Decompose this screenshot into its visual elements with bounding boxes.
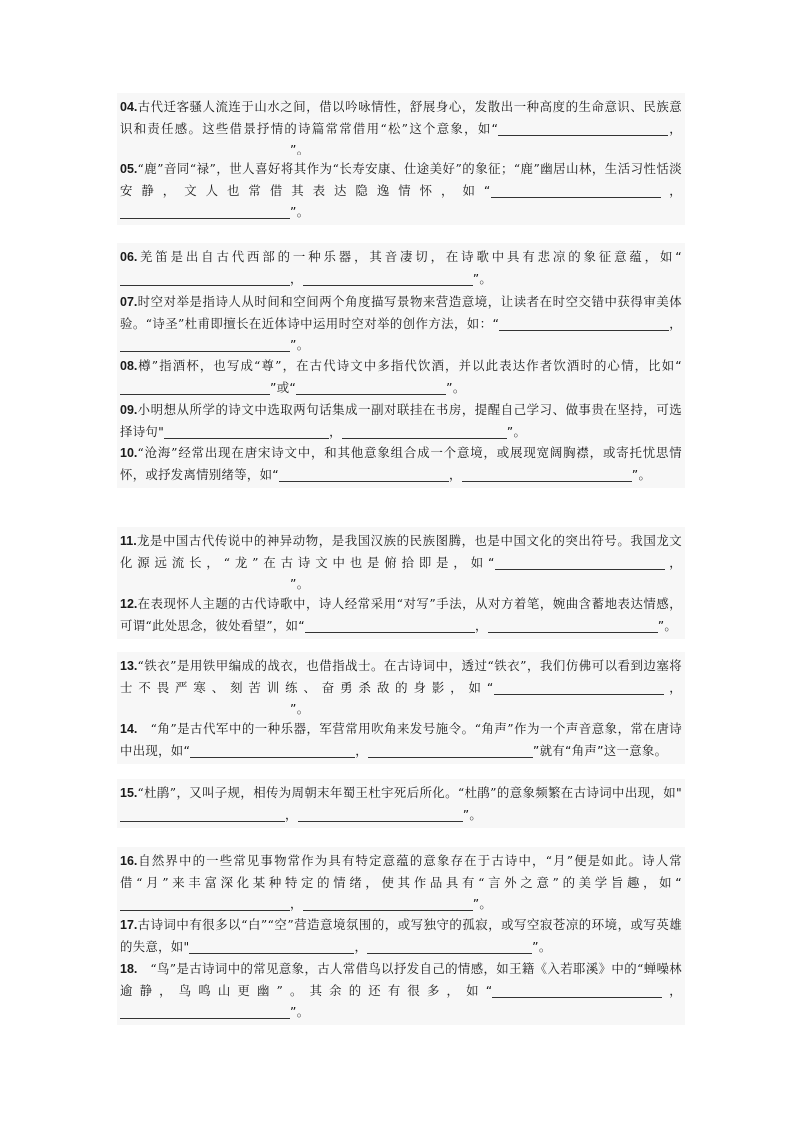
question-number: 18. <box>120 962 138 976</box>
open-quote: “ <box>272 467 280 482</box>
answer-blank-1[interactable] <box>189 939 354 954</box>
close-quote: ”。 <box>506 424 527 439</box>
answer-blank-1[interactable] <box>190 743 355 758</box>
separator: ， <box>290 896 303 911</box>
question-11 <box>120 530 682 594</box>
answer-blank-2[interactable] <box>488 618 658 633</box>
answer-blank-1[interactable] <box>494 680 664 695</box>
question-text: 在表现怀人主题的古代诗歌中，诗人经常采用“对写”手法，从对方着笔，婉曲含蓄地表达情感，可谓“此处思念，彼处看望”，如 <box>120 596 682 633</box>
question-13 <box>120 655 682 719</box>
close-quote: ”。 <box>290 204 310 219</box>
question-text: 樽”指酒杯，也写成“尊”，在古代诗文中多指代饮酒，并以此表达作者饮酒时的心情，比如 <box>137 358 676 373</box>
separator: ， <box>285 807 298 822</box>
question-17 <box>120 914 682 957</box>
question-12 <box>120 593 682 636</box>
question-number: 08. <box>120 359 138 373</box>
answer-blank-2[interactable] <box>342 424 507 439</box>
question-04 <box>120 96 682 160</box>
answer-blank-2[interactable] <box>120 337 290 352</box>
separator: ， <box>354 939 368 954</box>
question-text: “杜鹃”，又叫子规，相传为周朝末年蜀王杜宇死后所化。“杜鹃”的意象频繁在古诗词中出现，如 <box>137 785 676 800</box>
answer-blank-1[interactable] <box>495 555 665 570</box>
answer-blank-2[interactable] <box>120 701 290 716</box>
close-quote: ”。 <box>532 939 552 954</box>
question-number: 05. <box>120 162 138 176</box>
close-quote: ”。 <box>446 380 466 395</box>
open-quote: “ <box>486 680 494 695</box>
answer-blank-1[interactable] <box>492 983 662 998</box>
close-quote: ”。 <box>290 701 310 716</box>
separator: ， <box>329 424 342 439</box>
answer-blank-2[interactable] <box>368 743 533 758</box>
separator: ， <box>660 183 682 198</box>
open-quote: “ <box>491 121 499 136</box>
open-quote: “ <box>675 358 682 373</box>
question-text: 自然界中的一些常见事物常作为具有特定意蕴的意象存在于古诗中，“月”便是如此。诗人常借“月”来丰富深化某种特定的情绪，使其作品具有“言外之意”的美学旨趣，如 <box>120 853 682 890</box>
close-quote: ”。 <box>290 337 310 352</box>
answer-blank-1[interactable] <box>491 183 661 198</box>
close-quote: ”。 <box>290 1004 310 1019</box>
question-text: 龙是中国古代传说中的神异动物，是我国汉族的民族图腾，也是中国文化的突出符号。我国龙文化源远流长，“龙”在古诗文中也是俯拾即是，如 <box>120 533 682 570</box>
close-quote: ”。 <box>290 142 310 157</box>
close-quote: ”。 <box>290 576 310 591</box>
question-05 <box>120 158 682 222</box>
question-number: 16. <box>120 854 138 868</box>
answer-blank-1[interactable] <box>498 121 668 136</box>
separator: ， <box>474 618 488 633</box>
open-quote: " <box>676 785 682 800</box>
open-quote: “ <box>183 743 191 758</box>
question-18 <box>120 958 682 1022</box>
answer-blank-1[interactable] <box>120 807 285 822</box>
separator: ， <box>355 743 368 758</box>
separator: ， <box>669 316 682 331</box>
open-quote: " <box>158 424 165 439</box>
open-quote: “ <box>492 316 500 331</box>
separator: ”或“ <box>270 380 297 395</box>
question-number: 09. <box>120 403 138 417</box>
separator: ， <box>663 680 683 695</box>
answer-blank-1[interactable] <box>279 467 449 482</box>
separator: ， <box>290 271 303 286</box>
question-text: “鹿”音同“禄”，世人喜好将其作为“长寿安康、仕途美好”的象征；“鹿”幽居山林，生活习性恬淡安静，文人也常借其表达隐逸情怀，如 <box>120 161 682 198</box>
question-text: 古代迁客骚人流连于山水之间，借以吟咏情性，舒展身心，发散出一种高度的生命意识、民族意识和责任感。这些借景抒情的诗篇常常借用“松”这个意象，如 <box>120 99 682 136</box>
open-quote: “ <box>485 983 493 998</box>
open-quote: " <box>183 939 190 954</box>
answer-blank-2[interactable] <box>120 576 290 591</box>
question-text: 古诗词中有很多以“白”“空”营造意境氛围的，或写独守的孤寂，或写空寂苍凉的环境，或写英雄的失意，如 <box>120 917 682 954</box>
question-text: “铁衣”是用铁甲编成的战衣，也借指战士。在古诗词中，透过“铁衣”，我们仿佛可以看到边塞将士不畏严寒、刻苦训练、奋勇杀敌的身影，如 <box>120 658 682 695</box>
answer-blank-2[interactable] <box>462 467 632 482</box>
answer-blank-2[interactable] <box>303 896 473 911</box>
question-number: 07. <box>120 295 138 309</box>
question-text: “角”是古代军中的一种乐器，军营常用吹角来发号施令。“角声”作为一个声音意象，常在唐诗中出现，如 <box>120 721 682 758</box>
open-quote: “ <box>675 875 682 890</box>
close-quote: ”。 <box>631 467 652 482</box>
question-08 <box>120 355 682 398</box>
answer-blank-2[interactable] <box>120 204 290 219</box>
question-text: “沧海”经常出现在唐宋诗文中，和其他意象组合成一个意境，或展现宽阔胸襟，或寄托忧思情怀，或抒发离情别绪等，如 <box>120 445 682 482</box>
question-06 <box>120 246 682 289</box>
close-quote: ”。 <box>657 618 678 633</box>
question-15 <box>120 782 682 825</box>
open-quote: “ <box>487 555 495 570</box>
question-number: 14. <box>120 722 138 736</box>
question-number: 15. <box>120 786 138 800</box>
separator: ， <box>662 983 682 998</box>
question-number: 10. <box>120 446 138 460</box>
question-text: 时空对举是指诗人从时间和空间两个角度描写景物来营造意境，让读者在时空交错中获得审美体验。“诗圣”杜甫即擅长在近体诗中运用时空对举的创作方法，如： <box>120 294 682 331</box>
question-text: 羌笛是出自古代西部的一种乐器，其音凄切，在诗歌中具有悲凉的象征意蕴，如 <box>137 249 676 264</box>
answer-blank-2[interactable] <box>120 1004 290 1019</box>
answer-blank-1[interactable] <box>305 618 475 633</box>
question-text: 小明想从所学的诗文中选取两句话集成一副对联挂在书房，提醒自己学习、做事贵在坚持，可选择诗句 <box>120 402 682 439</box>
answer-blank-1[interactable] <box>120 896 290 911</box>
answer-blank-2[interactable] <box>298 807 463 822</box>
question-number: 11. <box>120 534 137 548</box>
question-14 <box>120 718 682 761</box>
separator: ， <box>668 121 682 136</box>
question-number: 17. <box>120 918 138 932</box>
answer-blank-1[interactable] <box>164 424 329 439</box>
close-quote: ”就有“角声”这一意象。 <box>532 743 668 758</box>
question-number: 12. <box>120 597 138 611</box>
answer-blank-1[interactable] <box>120 380 270 395</box>
question-number: 06. <box>120 250 138 264</box>
answer-blank-2[interactable] <box>303 271 473 286</box>
answer-blank-2[interactable] <box>367 939 532 954</box>
close-quote: ”。 <box>462 807 483 822</box>
open-quote: “ <box>675 249 682 264</box>
open-quote: “ <box>483 183 491 198</box>
close-quote: ”。 <box>472 896 493 911</box>
answer-blank-1[interactable] <box>120 271 290 286</box>
question-number: 13. <box>120 659 138 673</box>
open-quote: “ <box>298 618 305 633</box>
separator: ， <box>664 555 682 570</box>
question-10 <box>120 442 682 485</box>
question-16 <box>120 850 682 914</box>
answer-blank-2[interactable] <box>296 380 446 395</box>
question-09 <box>120 399 682 442</box>
question-number: 04. <box>120 100 138 114</box>
answer-blank-1[interactable] <box>499 316 669 331</box>
question-07 <box>120 291 682 355</box>
question-text: “鸟”是古诗词中的常见意象，古人常借鸟以抒发自己的情感，如王籍《入若耶溪》中的“蝉噪林逾静，鸟鸣山更幽”。其余的还有很多，如 <box>120 961 682 998</box>
answer-blank-2[interactable] <box>120 142 290 157</box>
close-quote: ”。 <box>472 271 493 286</box>
separator: ， <box>449 467 462 482</box>
